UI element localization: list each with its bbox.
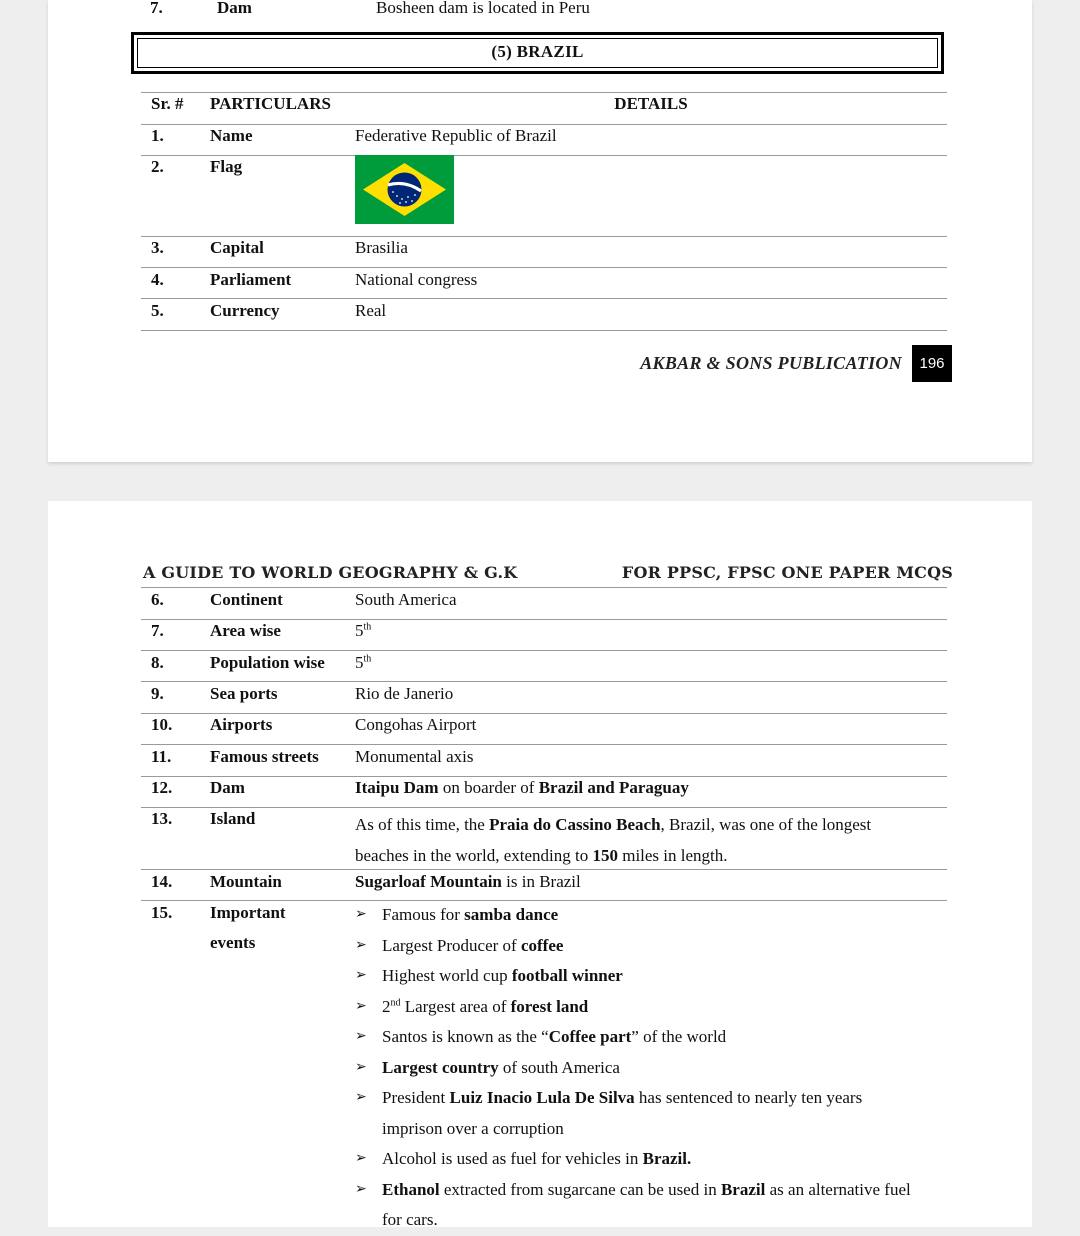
- page-196: [48, 0, 1032, 462]
- detail-text: Rio de Janerio: [355, 684, 454, 703]
- list-item: ➢ Famous for samba dance: [355, 900, 947, 931]
- page-footer: [640, 345, 952, 382]
- serial-number: 12.: [151, 778, 173, 797]
- particular-label: Area wise: [210, 621, 281, 640]
- brazil-flag-icon: [355, 155, 454, 224]
- serial-number: 1.: [151, 126, 164, 145]
- list-item: ➢ President Luiz Inacio Lula De Silva has sentenced to nearly ten years imprison over a corruption: [355, 1083, 947, 1144]
- detail-text: Congohas Airport: [355, 715, 477, 734]
- particular-label: Dam: [217, 0, 252, 17]
- arrowhead-bullet-icon: ➢: [355, 1029, 367, 1044]
- particular-label: Parliament: [210, 270, 292, 289]
- serial-number: 10.: [151, 715, 173, 734]
- serial-number: 3.: [151, 238, 164, 257]
- detail-text: As of this time, the Praia do Cassino Beach, Brazil, was one of the longest beaches in the world, extending to 150 miles in length.: [355, 815, 872, 865]
- particular-label: Famous streets: [210, 747, 319, 766]
- header-particulars: PARTICULARS: [210, 94, 331, 113]
- section-title: (5) BRAZIL: [491, 42, 584, 61]
- detail-text: 5th: [355, 621, 372, 640]
- detail-text: Federative Republic of Brazil: [355, 126, 557, 145]
- list-item: ➢ Santos is known as the “Coffee part” of the world: [355, 1022, 947, 1053]
- particular-label: Airports: [210, 715, 273, 734]
- serial-number: 7.: [151, 621, 164, 640]
- arrowhead-bullet-icon: ➢: [355, 1151, 367, 1166]
- particular-label: Population wise: [210, 653, 325, 672]
- particular-label: Flag: [210, 157, 243, 176]
- page-197: [48, 501, 1032, 1227]
- particular-label: Dam: [210, 778, 245, 797]
- serial-number: 14.: [151, 872, 173, 891]
- serial-number: 6.: [151, 590, 164, 609]
- serial-number: 13.: [151, 809, 173, 828]
- serial-number: 8.: [151, 653, 164, 672]
- list-item: ➢ Ethanol extracted from sugarcane can be used in Brazil as an alternative fuel for cars.: [355, 1175, 947, 1236]
- header-details: DETAILS: [614, 94, 688, 113]
- serial-number: 11.: [151, 747, 172, 766]
- particular-label: Name: [210, 126, 253, 145]
- detail-text: Itaipu Dam on boarder of Brazil and Paraguay: [355, 778, 689, 797]
- detail-text: 5th: [355, 653, 372, 672]
- serial-number: 5.: [151, 301, 164, 320]
- arrowhead-bullet-icon: ➢: [355, 907, 367, 922]
- section-heading-box: [131, 32, 944, 74]
- particular-label: Capital: [210, 238, 264, 257]
- detail-text: Monumental axis: [355, 747, 474, 766]
- particular-label: Important events: [210, 903, 286, 952]
- list-item: ➢ 2nd Largest area of forest land: [355, 992, 947, 1023]
- events-list: [355, 900, 947, 1236]
- particular-label: Mountain: [210, 872, 282, 891]
- detail-text: South America: [355, 590, 457, 609]
- running-header-right: FOR PPSC, FPSC ONE PAPER MCQS: [621, 563, 953, 582]
- serial-number: 4.: [151, 270, 164, 289]
- list-item: ➢ Alcohol is used as fuel for vehicles in Brazil.: [355, 1144, 947, 1175]
- serial-number: 2.: [151, 157, 164, 176]
- detail-text: National congress: [355, 270, 478, 289]
- particular-label: Island: [210, 809, 256, 828]
- particular-label: Continent: [210, 590, 283, 609]
- list-item: ➢ Highest world cup football winner: [355, 961, 947, 992]
- detail-text: Sugarloaf Mountain is in Brazil: [355, 872, 581, 891]
- list-item: ➢ Largest country of south America: [355, 1053, 947, 1084]
- detail-text: Brasilia: [355, 238, 408, 257]
- arrowhead-bullet-icon: ➢: [355, 998, 367, 1014]
- running-header-left: A GUIDE TO WORLD GEOGRAPHY & G.K: [143, 563, 518, 582]
- particular-label: Currency: [210, 301, 280, 320]
- arrowhead-bullet-icon: ➢: [355, 1059, 367, 1075]
- arrowhead-bullet-icon: ➢: [355, 937, 367, 953]
- serial-number: 9.: [151, 684, 164, 703]
- detail-text: Bosheen dam is located in Peru: [376, 0, 590, 17]
- arrowhead-bullet-icon: ➢: [355, 968, 367, 983]
- list-item: ➢ Largest Producer of coffee: [355, 931, 947, 962]
- arrowhead-bullet-icon: ➢: [355, 1181, 367, 1197]
- arrowhead-bullet-icon: ➢: [355, 1090, 367, 1105]
- header-sr: Sr. #: [151, 94, 184, 113]
- detail-text: Real: [355, 301, 387, 320]
- serial-number: 7.: [150, 0, 163, 17]
- page-number: 196: [912, 345, 952, 382]
- publisher-name: AKBAR & SONS PUBLICATION: [640, 353, 902, 373]
- particular-label: Sea ports: [210, 684, 278, 703]
- serial-number: 15.: [151, 903, 173, 922]
